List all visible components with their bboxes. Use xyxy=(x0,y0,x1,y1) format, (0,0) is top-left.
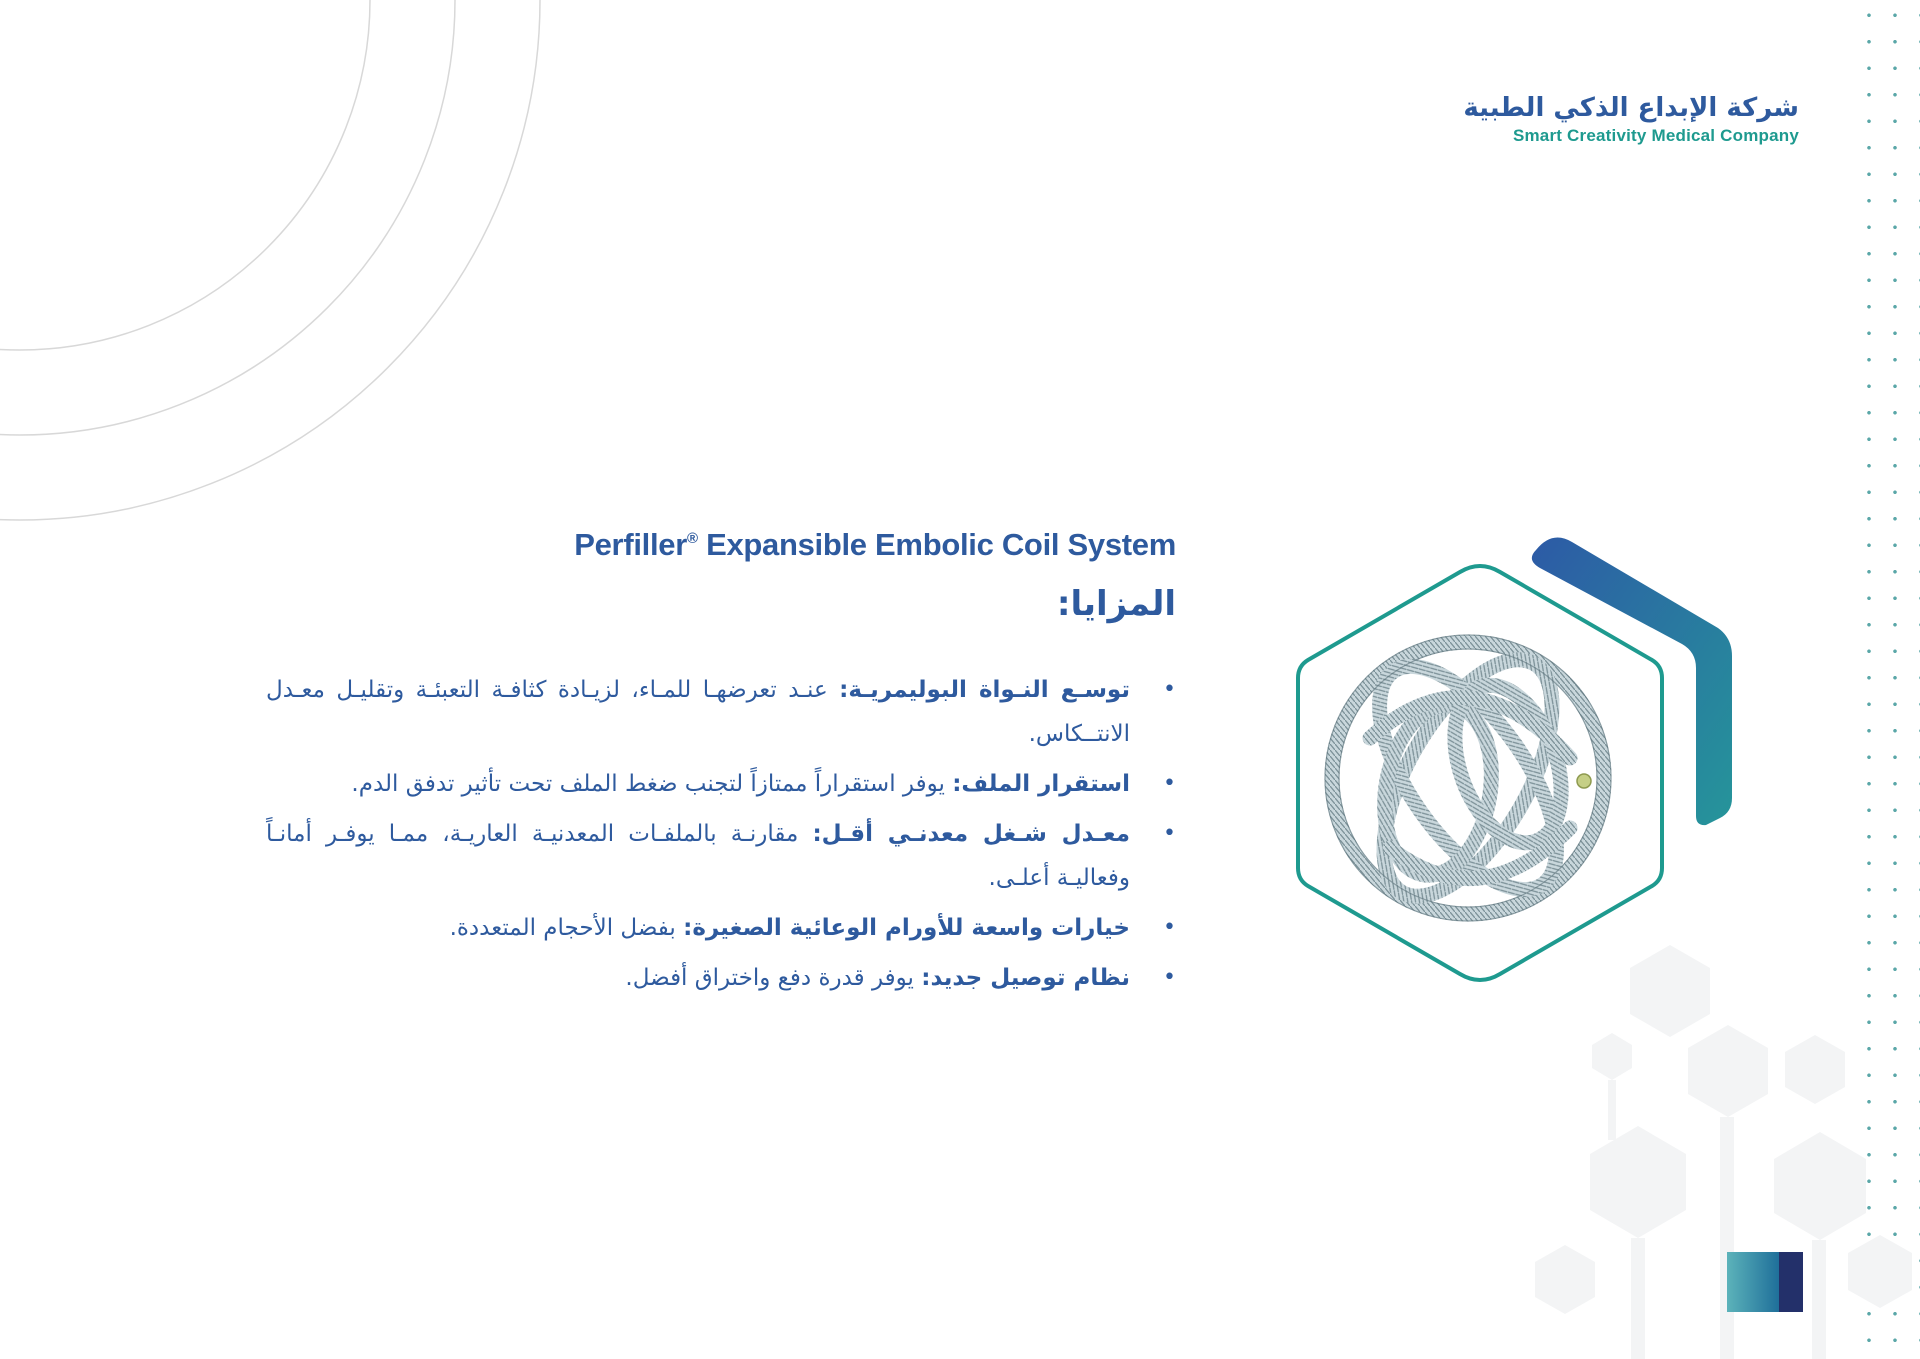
feature-term: استقرار الملف: xyxy=(952,771,1130,797)
feature-term: نظام توصيل جديد: xyxy=(921,965,1130,991)
company-name-arabic: شركة الإبداع الذكي الطبية xyxy=(1463,93,1799,123)
decorative-arcs xyxy=(0,0,560,530)
coil-marker xyxy=(1577,774,1591,788)
company-name-english: Smart Creativity Medical Company xyxy=(1512,126,1799,145)
hexagon-pattern xyxy=(1520,930,1920,1359)
product-title-name: Perfiller xyxy=(574,527,687,562)
feature-item xyxy=(266,906,1176,950)
product-title-rest: Expansible Embolic Coil System xyxy=(697,527,1176,562)
features-heading: المزايا: xyxy=(1056,584,1176,624)
feature-text: يوفر قدرة دفع واختراق أفضل. xyxy=(625,965,922,991)
features-list xyxy=(266,668,1176,1006)
product-image xyxy=(1270,528,1740,998)
corner-accent xyxy=(1727,1252,1803,1312)
company-logo xyxy=(1463,92,1799,146)
feature-text: بفضل الأحجام المتعددة. xyxy=(449,915,684,941)
feature-text: مقارنـة بالملفـات المعدنيـة العاريـة، ممـا يوفـر أمانـاً وفعاليـة أعلـى. xyxy=(266,821,1130,891)
feature-term: توسـع النـواة البوليمريـة: xyxy=(839,677,1130,703)
product-title xyxy=(574,527,1176,563)
feature-item xyxy=(266,668,1176,756)
feature-term: معـدل شـغل معدنـي أقـل: xyxy=(812,821,1130,847)
feature-item xyxy=(266,956,1176,1000)
registered-mark: ® xyxy=(686,530,698,547)
feature-text: يوفر استقراراً ممتازاً لتجنب ضغط الملف تحت تأثير تدفق الدم. xyxy=(351,771,953,797)
feature-term: خيارات واسعة للأورام الوعائية الصغيرة: xyxy=(683,915,1130,941)
feature-item xyxy=(266,762,1176,806)
feature-text: عنـد تعرضهـا للمـاء، لزيـادة كثافـة التعبئـة وتقليـل معـدل الانتــكاس. xyxy=(266,677,1130,747)
feature-item xyxy=(266,812,1176,900)
